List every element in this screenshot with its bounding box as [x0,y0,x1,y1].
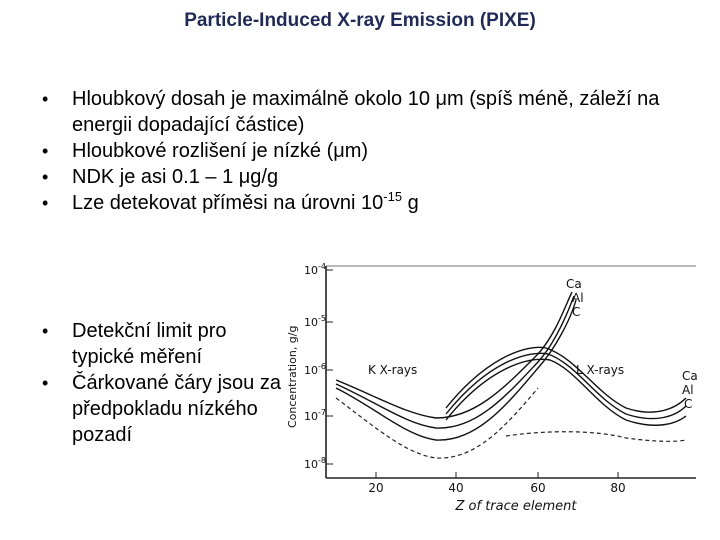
y-ticks [326,270,333,464]
bullet-item [42,138,702,164]
x-tick-label: 80 [610,481,626,495]
l-curve-dashed [506,432,686,442]
y-tick-label: $10^{-7}$ [304,408,326,423]
y-tick-label: $10^{-5}$ [304,314,326,329]
bullet-text: Čárkované čáry jsou za předpokladu nízkého pozadí [72,372,281,446]
slide-title: Particle-Induced X-ray Emission (PIXE) [184,10,536,31]
curve-label-al: Al [572,291,584,305]
x-tick-label: 60 [530,481,546,495]
l-curve-labels [682,369,698,411]
x-ticks [376,472,618,478]
bullet-dot: • [42,167,49,187]
bullet-dot: • [42,321,49,341]
curve-label-ca: Ca [566,277,582,291]
bullet-item [42,190,702,216]
y-axis-label: Concentration, g/g [286,325,299,428]
curve-label-ca: Ca [682,369,698,383]
y-tick-label: $10^{-4}$ [304,262,326,277]
x-tick-label: 20 [368,481,384,495]
bullet-item [42,86,702,138]
bullet-text: Detekční limit pro typické měření [72,320,227,368]
y-tick-label: $10^{-8}$ [304,456,326,471]
bullet-item [42,318,282,370]
l-curve-c [446,359,686,425]
bullet-list-top [42,86,702,216]
l-curve-al [446,353,686,418]
bullet-list-bottom [42,318,282,448]
l-xrays-label: L X-rays [576,363,625,377]
figure-svg [276,258,716,536]
bullet-text: Hloubkový dosah je maximálně okolo 10 μm (spíš méně, záleží na energii dopadající částice) [72,88,660,136]
curve-label-al: Al [682,383,694,397]
bullet-item [42,370,282,448]
curve-label-c: C [684,397,693,411]
bullet-item [42,164,702,190]
bullet-text: NDK je asi 0.1 – 1 μg/g [72,166,279,188]
bullet-dot: • [42,141,49,161]
bullet-exponent: -15 [383,189,403,204]
x-tick-labels [368,481,625,495]
x-axis-label: Z of trace element [455,499,577,514]
bullet-text-pre: Lze detekovat příměsi na úrovni 10 [72,192,384,214]
bullet-text: Hloubkové rozlišení je nízké (μm) [72,140,369,162]
x-tick-label: 40 [448,481,464,495]
l-curve-ca [446,347,686,412]
bullet-dot: • [42,89,49,109]
bullet-dot: • [42,193,49,213]
bullet-dot: • [42,373,49,393]
bullet-text-post: g [402,192,419,214]
detection-limit-figure [276,258,716,536]
y-tick-label: $10^{-6}$ [304,362,326,377]
k-xrays-label: K X-rays [368,363,418,377]
curve-label-c: C [572,305,581,319]
y-tick-labels [304,262,326,471]
